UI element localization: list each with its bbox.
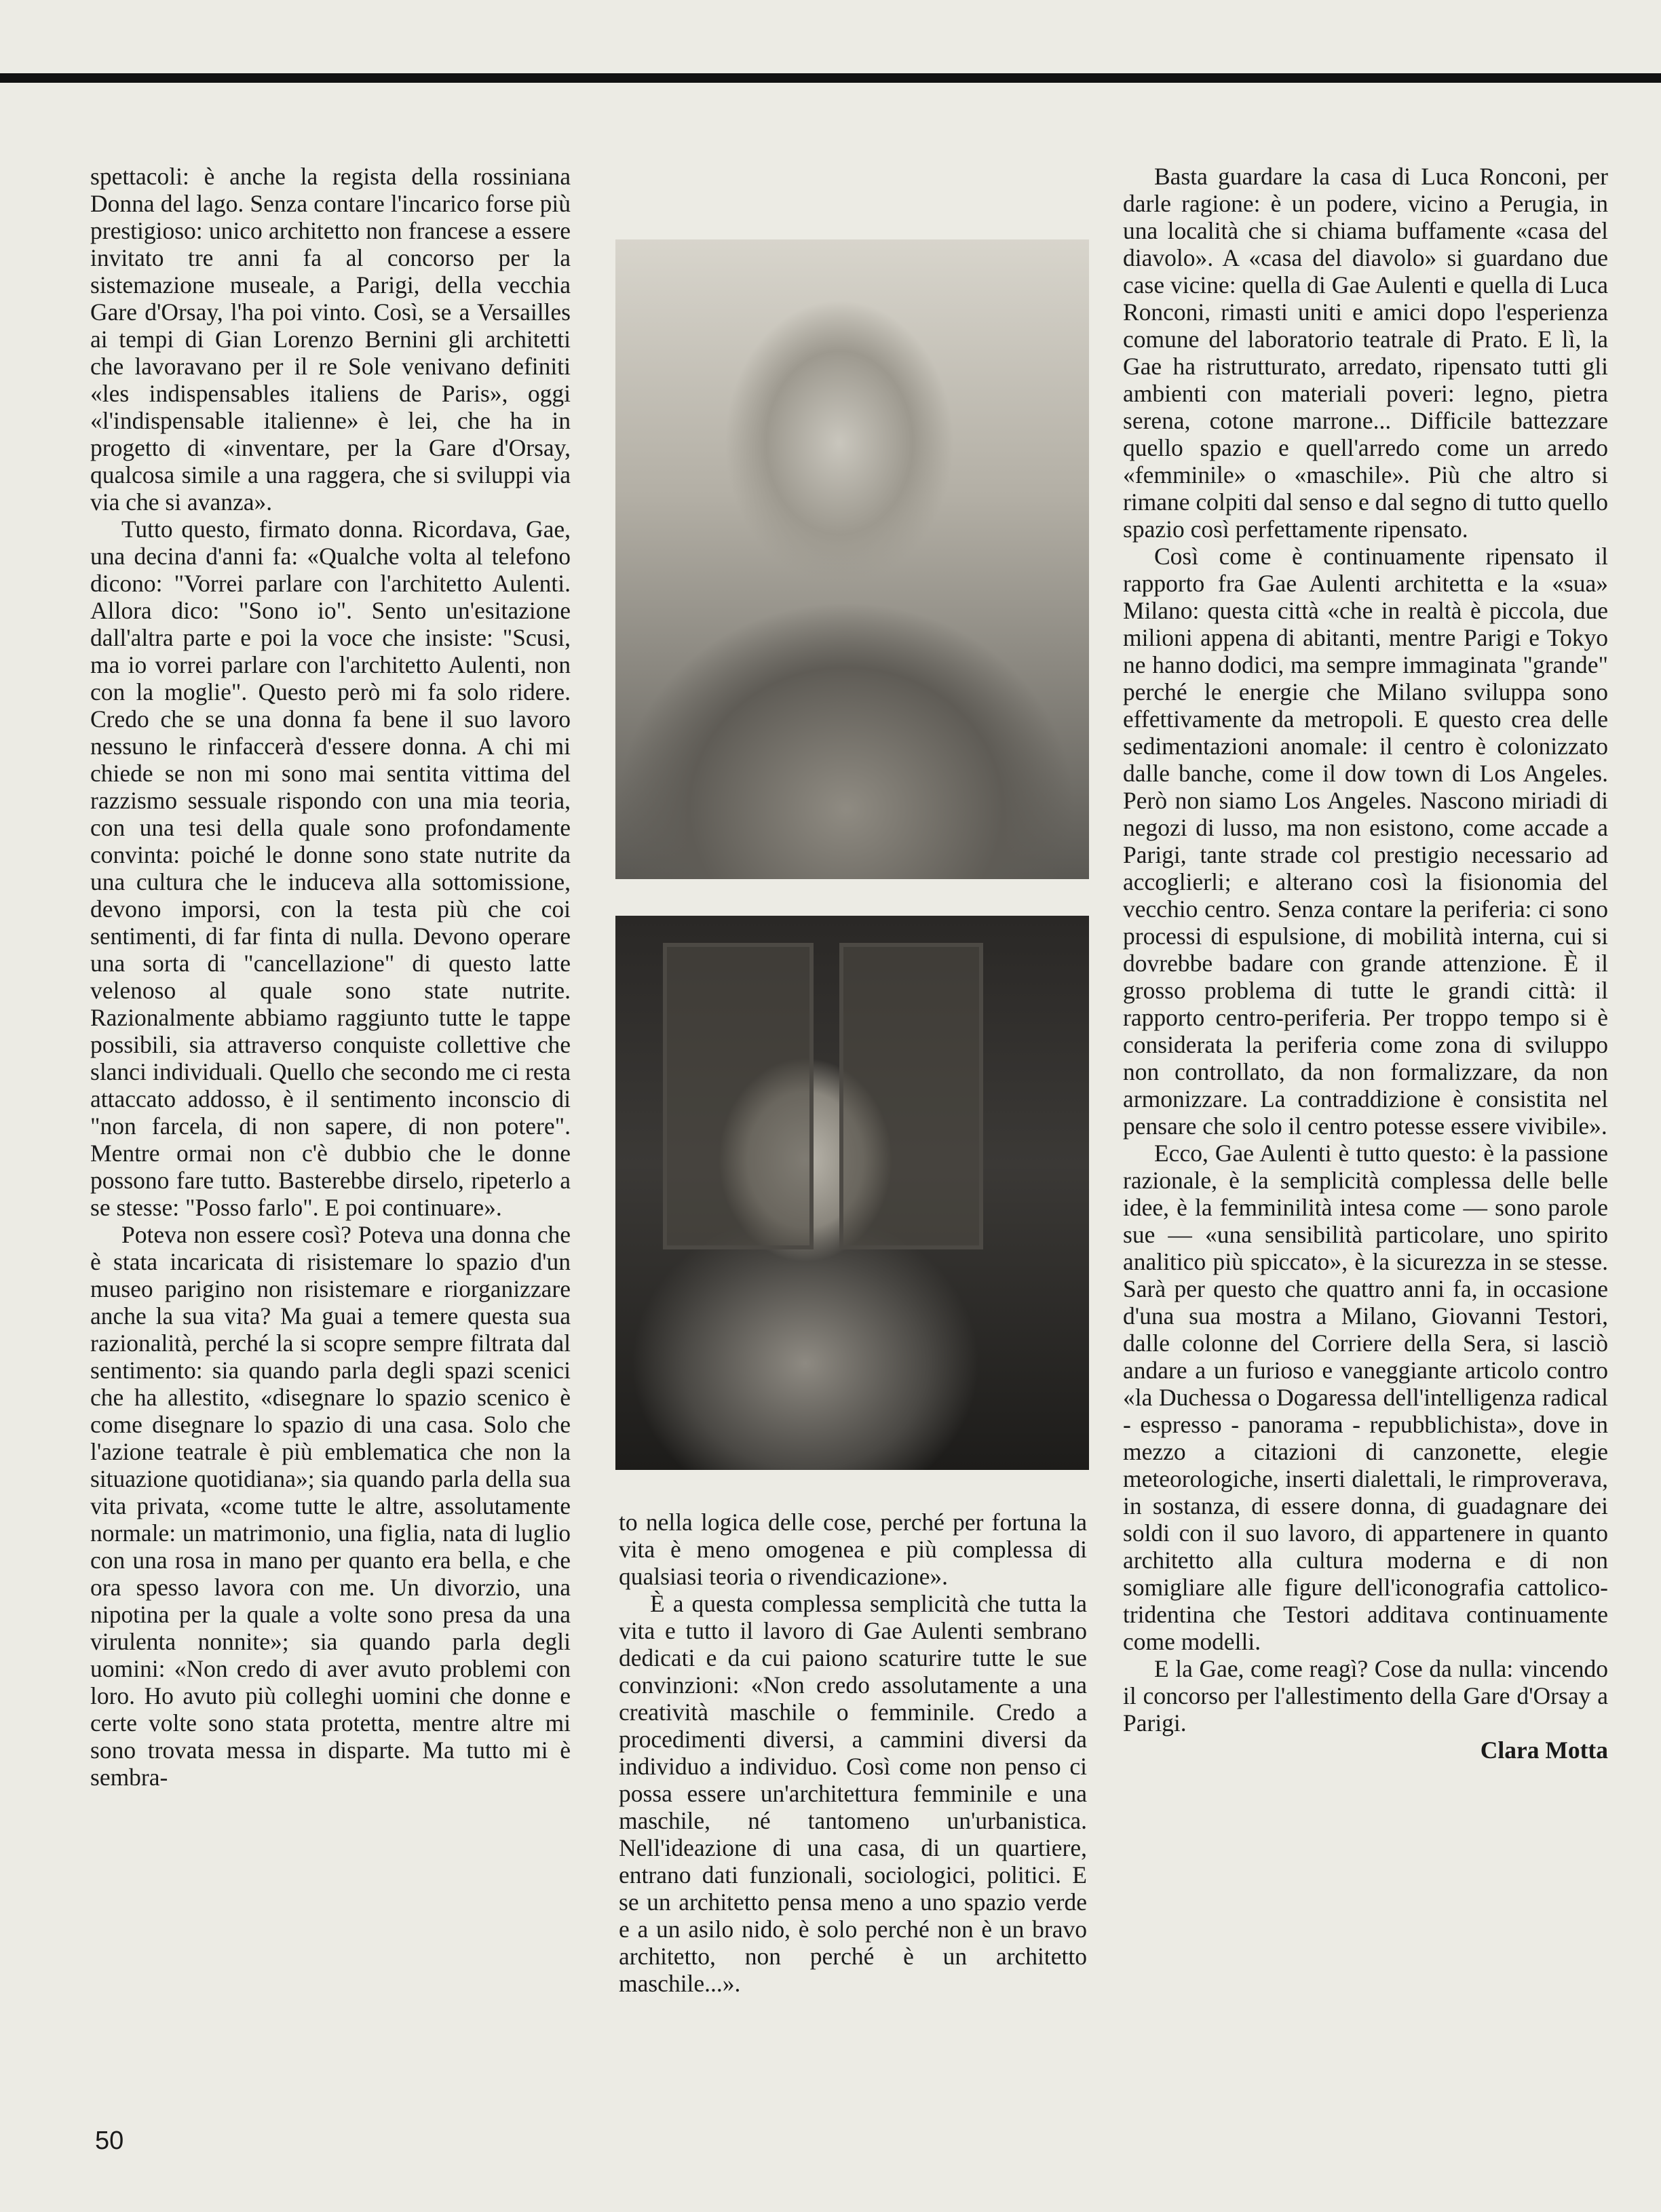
paragraph: È a questa complessa semplicità che tutta la vita e tutto il lavoro di Gae Aulenti sembrano dedicati e da cui paiono scaturire tutte le sue convinzioni: «Non credo assolutamente a una creatività maschile o femminile. Credo a procedimenti diversi, a cammini diversi da individuo a individuo. Così come non penso ci possa essere un'architettura femminile e una maschile, né tantomeno un'urbanistica. Nell'ideazione di una casa, di un quartiere, entrano dati funzionali, sociologici, politici. E se un architetto pensa meno a uno spazio verde e a un asilo nido, è solo perché non è un bravo architetto, non perché è un architetto maschile...». [619, 1590, 1087, 1997]
article-column-middle [619, 1509, 1087, 1997]
article-column-left [90, 163, 571, 1791]
top-rule [0, 73, 1661, 83]
author-signature: Clara Motta [1480, 1736, 1608, 1764]
door-panel-right [839, 943, 983, 1249]
paragraph: Tutto questo, firmato donna. Ricordava, Gae, una decina d'anni fa: «Qualche volta al telefono dicono: "Vorrei parlare con l'architetto Aulenti. Allora dico: "Sono io". Sento un'esitazione dall'altra parte e poi la voce che insiste: "Scusi, ma io vorrei parlare con l'architetto Aulenti, non con la moglie". Questo però mi fa solo ridere. Credo che se una donna fa bene il suo lavoro nessuno le rinfaccerà d'essere donna. A chi mi chiede se non mi sono mai sentita vittima del razzismo sessuale rispondo con una mia teoria, con una tesi della quale sono profondamente convinta: poiché le donne sono state nutrite da una cultura che le induceva alla sottomissione, devono imporsi, con la testa più che coi sentimenti, di far finta di nulla. Devono operare una sorta di "cancellazione" di questo latte velenoso al quale sono state nutrite. Razionalmente abbiamo raggiunto tutte le tappe possibili, sia attraverso conquiste collettive che slanci individuali. Quello che secondo me ci resta attaccato addosso, è il sentimento inconscio di "non farcela, di non sapere, di non potere". Mentre ormai non c'è dubbio che le donne possono fare tutto. Basterebbe dirselo, ripeterlo a se stesse: "Posso farlo". E poi continuare». [90, 516, 571, 1221]
paragraph: Basta guardare la casa di Luca Ronconi, per darle ragione: è un podere, vicino a Perugia, in una località che si chiama buffamente «casa del diavolo». A «casa del diavolo» si guardano due case vicine: quella di Gae Aulenti e quella di Luca Ronconi, rimasti uniti e amici dopo l'esperienza comune del laboratorio teatrale di Prato. E lì, la Gae ha ristrutturato, arredato, ripensato tutti gli ambienti con materiali poveri: legno, pietra serena, cotone marrone... Difficile battezzare quello spazio e quell'arredo come un arredo «femminile» o «maschile». Più che altro si rimane colpiti dal senso e dal segno di tutto quello spazio così perfettamente ripensato. [1123, 163, 1608, 543]
door-panel-left [663, 943, 814, 1249]
paragraph: to nella logica delle cose, perché per fortuna la vita è meno omogenea e più complessa di qualsiasi teoria o rivendicazione». [619, 1509, 1087, 1590]
paragraph: spettacoli: è anche la regista della rossiniana Donna del lago. Senza contare l'incarico forse più prestigioso: unico architetto non francese a essere invitato tre anni fa al concorso per la sistemazione museale, a Parigi, della vecchia Gare d'Orsay, l'ha poi vinto. Così, se a Versailles ai tempi di Gian Lorenzo Bernini gli architetti che lavoravano per il re Sole venivano definiti «les indispensables italiens de Paris», oggi «l'indispensable italienne» è lei, che ha in progetto di «inventare, per la Gare d'Orsay, qualcosa simile a una raggera, che si sviluppi via via che si avanza». [90, 163, 571, 516]
paragraph: Poteva non essere così? Poteva una donna che è stata incaricata di risistemare lo spazio d'un museo parigino non risistemare e riorganizzare anche la sua vita? Ma guai a temere questa sua razionalità, perché la si scopre sempre filtrata dal sentimento: sia quando parla degli spazi scenici che ha allestito, «disegnare lo spazio scenico è come disegnare lo spazio di una casa. Solo che l'azione teatrale è più emblematica che non la situazione quotidiana»; sia quando parla della sua vita privata, «come tutte le altre, assolutamente normale: un matrimonio, una figlia, nata di luglio con una rosa in mano per quanto era bella, e che ora spesso lavora con me. Un divorzio, una nipotina per la quale a volte sono presa da una virulenta nonnite»; sia quando parla degli uomini: «Non credo di aver avuto problemi con loro. Ho avuto più colleghi uomini che donne e certe volte sono stata protetta, mentre altre mi sono trovata messa in disparte. Ma tutto mi è sembra- [90, 1221, 571, 1791]
paragraph: Così come è continuamente ripensato il rapporto fra Gae Aulenti architetta e la «sua» Milano: questa città «che in realtà è piccola, due milioni appena di abitanti, mentre Parigi e Tokyo ne hanno dodici, ma sempre immaginata "grande" perché le energie che Milano sviluppa sono effettivamente da metropoli. E questo crea delle sedimentazioni anomale: il centro è colonizzato dalle banche, come il dow town di Los Angeles. Però non siamo Los Angeles. Nascono miriadi di negozi di lusso, ma non esistono, come accade a Parigi, tante strade col prestigio necessario ad accoglierli; e alterano così la fisionomia del vecchio centro. Senza contare la periferia: ci sono processi di espulsione, di mobilità interna, cui si dovrebbe badare con grande attenzione. È il grosso problema di tutte le grandi città: il rapporto centro-periferia. Per troppo tempo si è considerata la periferia come zona di sviluppo non controllato, da non formalizzare, da non armonizzare. La contraddizione è consistita nel pensare che solo il centro potesse essere vivibile». [1123, 543, 1608, 1140]
article-column-right [1123, 163, 1608, 1764]
paragraph: E la Gae, come reagì? Cose da nulla: vincendo il concorso per l'allestimento della Gare d'Orsay a Parigi. [1123, 1655, 1608, 1736]
paragraph: Ecco, Gae Aulenti è tutto questo: è la passione razionale, è la semplicità complessa delle belle idee, è la femminilità intesa come — sono parole sue — «una sensibilità particolare, uno spirito analitico più spiccato», è la sicurezza in se stesse. Sarà per questo che quattro anni fa, in occasione d'una sua mostra a Milano, Giovanni Testori, dalle colonne del Corriere della Sera, si lasciò andare a un furioso e vaneggiante articolo contro «la Duchessa o Dogaressa dell'intelligenza radical - espresso - panorama - repubblichista», dove in mezzo a citazioni di canzonette, elegie meteorologiche, inserti dialettali, le rimproverava, in sostanza, di essere donna, di guadagnare dei soldi con il suo lavoro, di appartenere in quanto architetto alla cultura moderna e di non somigliare alle figure dell'iconografia cattolico-tridentina che Testori additava continuamente come modelli. [1123, 1140, 1608, 1655]
portrait-photo-top [615, 239, 1089, 879]
page-number: 50 [95, 2127, 124, 2155]
portrait-photo-bottom [615, 916, 1089, 1470]
